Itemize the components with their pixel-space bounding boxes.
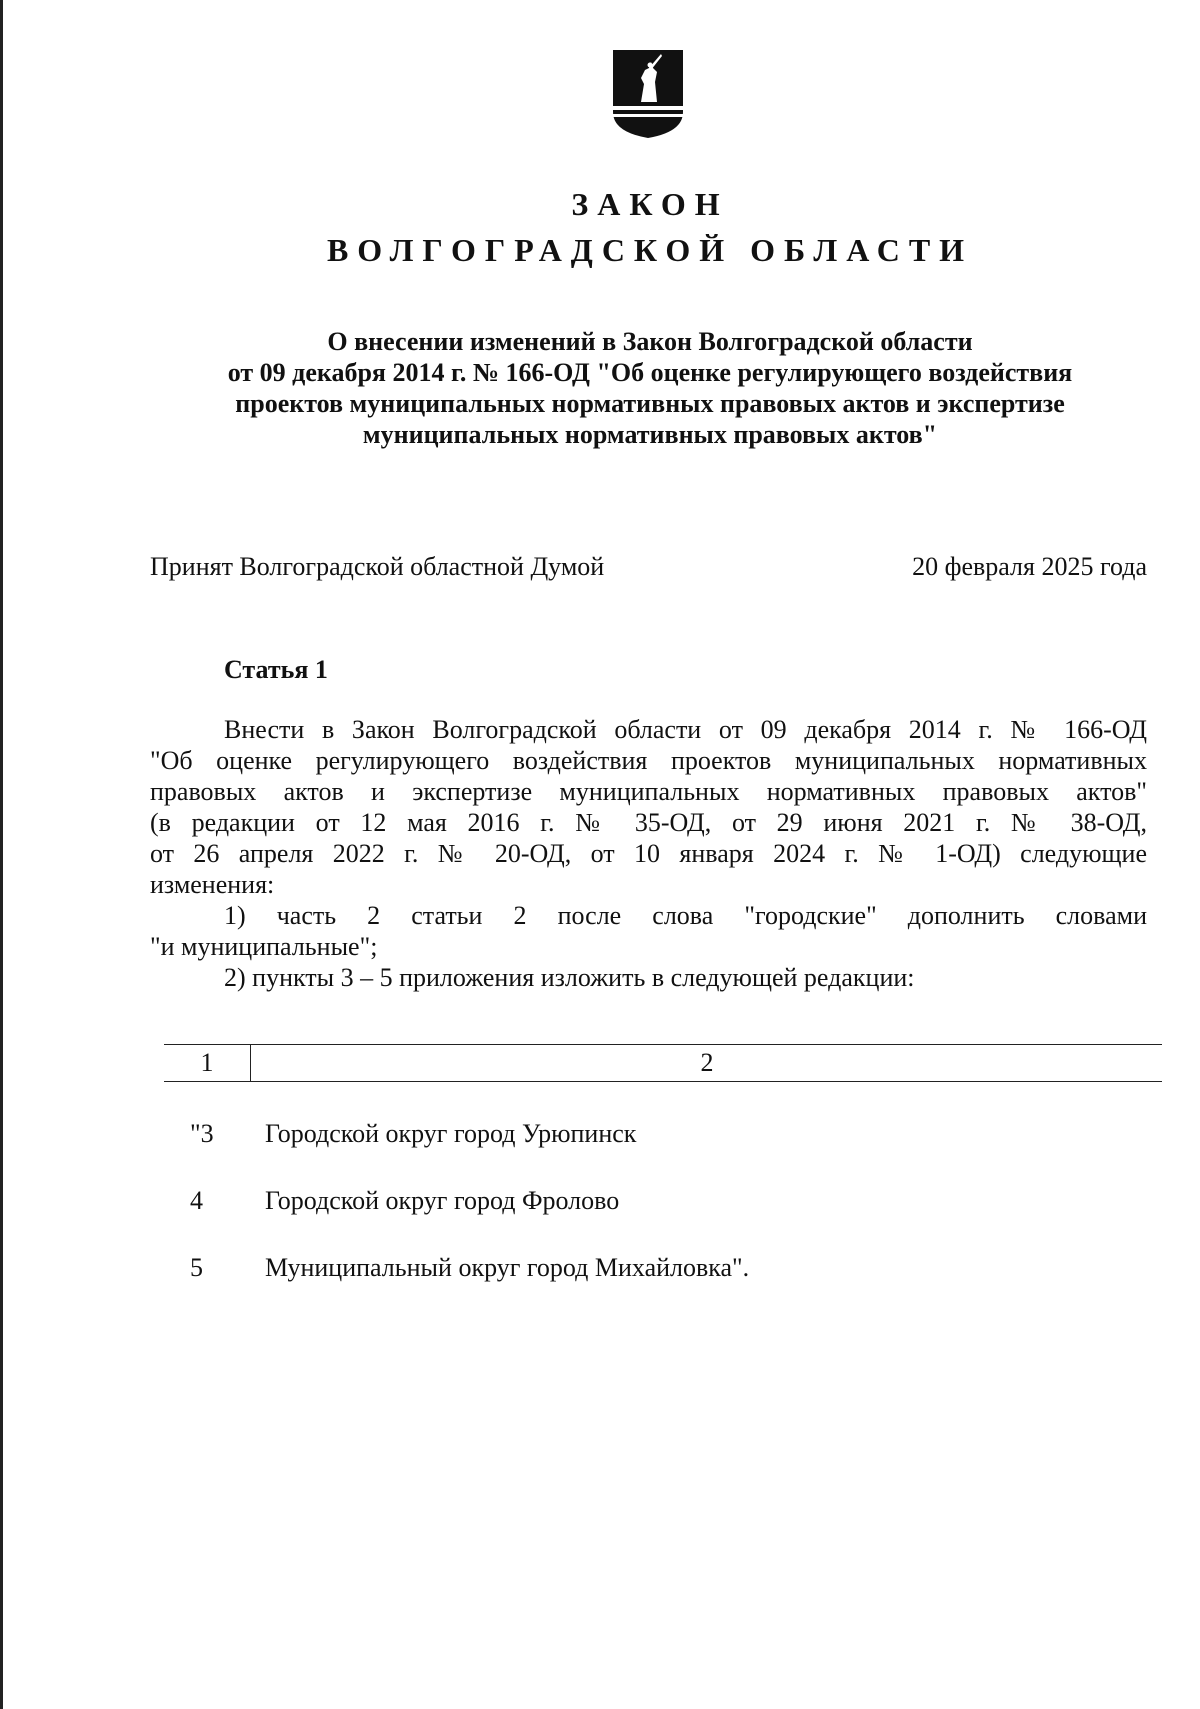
adoption-date: 20 февраля 2025 года bbox=[912, 552, 1147, 581]
law-subject bbox=[150, 326, 1150, 450]
table-row bbox=[190, 1253, 749, 1283]
table-header-col-2: 2 bbox=[700, 1048, 714, 1077]
text-line: 1) часть 2 статьи 2 после слова "городские" дополнить словами bbox=[224, 901, 1147, 930]
article-heading: Статья 1 bbox=[224, 655, 328, 684]
row-number: 4 bbox=[190, 1186, 203, 1215]
volgograd-coat-of-arms-icon bbox=[611, 48, 685, 140]
table-header-col-1: 1 bbox=[164, 1045, 251, 1081]
law-title: ЗАКОН bbox=[571, 186, 729, 222]
subject-line: О внесении изменений в Закон Волгоградской области bbox=[327, 327, 973, 356]
text-line: "и муниципальные"; bbox=[150, 932, 378, 961]
text-line: от 26 апреля 2022 г. № 20-ОД, от 10 января 2024 г. № 1-ОД) следующие bbox=[150, 839, 1147, 868]
table-header bbox=[164, 1044, 1162, 1082]
row-name: Городской округ город Фролово bbox=[265, 1186, 620, 1215]
text-line: изменения: bbox=[150, 870, 275, 899]
adopted-by: Принят Волгоградской областной Думой bbox=[150, 552, 605, 581]
text-line: Внести в Закон Волгоградской области от 09 декабря 2014 г. № 166-ОД bbox=[224, 715, 1147, 744]
subject-line: проектов муниципальных нормативных правовых актов и экспертизе bbox=[235, 389, 1065, 418]
article-text bbox=[150, 714, 1147, 993]
region-title: ВОЛГОГРАДСКОЙ ОБЛАСТИ bbox=[326, 232, 974, 268]
subject-line: муниципальных нормативных правовых актов" bbox=[362, 420, 938, 449]
row-number: "3 bbox=[190, 1119, 214, 1148]
row-name: Муниципальный округ город Михайловка". bbox=[265, 1253, 750, 1282]
row-name: Городской округ город Урюпинск bbox=[265, 1119, 637, 1148]
table-row bbox=[190, 1119, 636, 1149]
text-line: (в редакции от 12 мая 2016 г. № 35-ОД, от 29 июня 2021 г. № 38-ОД, bbox=[150, 808, 1147, 837]
text-line: правовых актов и экспертизе муниципальных нормативных правовых актов" bbox=[150, 777, 1147, 806]
subject-line: от 09 декабря 2014 г. № 166-ОД "Об оценке регулирующего воздействия bbox=[227, 358, 1073, 387]
row-number: 5 bbox=[190, 1253, 203, 1282]
table-row bbox=[190, 1186, 619, 1216]
text-line: 2) пункты 3 – 5 приложения изложить в следующей редакции: bbox=[224, 963, 915, 992]
text-line: "Об оценке регулирующего воздействия проектов муниципальных нормативных bbox=[150, 746, 1147, 775]
